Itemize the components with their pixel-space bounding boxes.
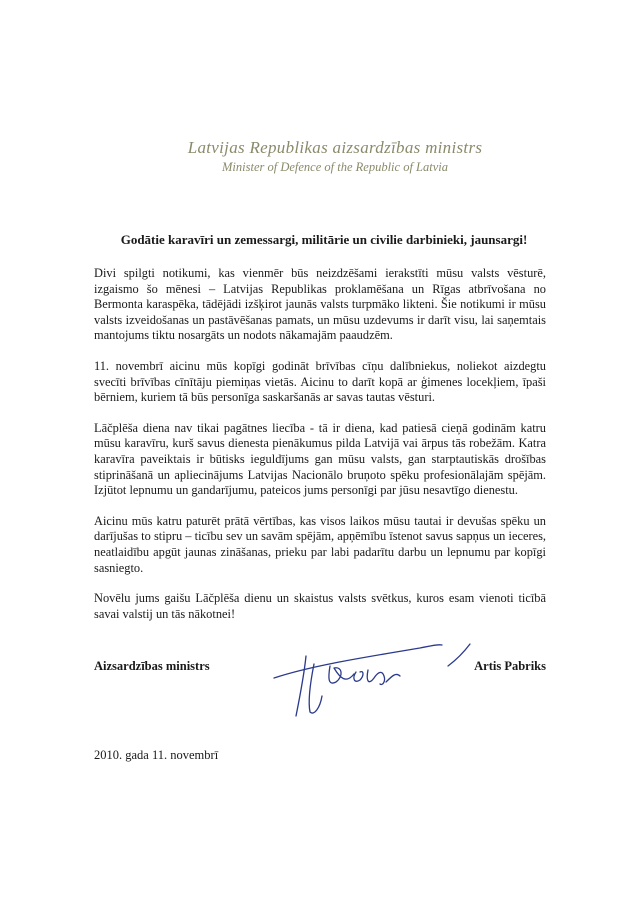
handwritten-signature <box>270 636 490 726</box>
paragraph: 11. novembrī aicinu mūs kopīgi godināt brīvības cīņu dalībniekus, noliekot aizdegtu svecīti brīvības cīnītāju piemiņas vietās. Aicinu to darīt kopā ar ģimenes locekļiem, īpaši bērniem, kuriem tā būs personīga saskaršanās ar savas tautas vēsturi. <box>94 358 546 405</box>
letter-date: 2010. gada 11. novembrī <box>94 748 219 762</box>
salutation: Godātie karavīri un zemessargi, militārie un civilie darbinieki, jaunsargi! <box>120 232 528 247</box>
signatory-role: Aizsardzības ministrs <box>94 659 210 673</box>
signature-block <box>94 636 546 726</box>
signatory-name: Artis Pabriks <box>474 659 546 673</box>
paragraph: Lāčplēša diena nav tikai pagātnes liecība - tā ir diena, kad patiesā cieņā godinām katru mūsu karavīru, kurš savus dienesta pienākumus pilda Latvijā vai ārpus tās robežām. Katra karavīra paveiktais ir būtisks ieguldījums gan mūsu valsts, gan starptautiskās drošības stiprināšanā un apliecinājums Latvijas Nacionālo bruņoto spēku profesionālajām spējām. Izjūtot lepnumu un gandarījumu, pateicos jums personīgi par jūsu nesavtīgo dienestu. <box>94 420 546 498</box>
paragraph: Novēlu jums gaišu Lāčplēša dienu un skaistus valsts svētkus, kuros esam vienoti ticībā savai valstij un tās nākotnei! <box>94 591 546 621</box>
letter-body <box>94 266 546 637</box>
paragraph: Aicinu mūs katru paturēt prātā vērtības, kas visos laikos mūsu tautai ir devušas spēku un darījušas to stipru – ticību sev un savām spējām, apņēmību īstenot savus sapņus un ieceres, neatlaidību apgūt jaunas zināšanas, prieku par labi padarītu darbu un lepnumu par kopīgi sasniegto. <box>94 513 546 575</box>
letterhead-title-lv: Latvijas Republikas aizsardzības ministrs <box>187 138 483 157</box>
letterhead-title-en: Minister of Defence of the Republic of Latvia <box>222 160 448 174</box>
paragraph: Divi spilgti notikumi, kas vienmēr būs neizdzēšami ierakstīti mūsu valsts vēsturē, izgaismo šo mēnesi – Latvijas Republikas proklamēšana un Rīgas atbrīvošana no Bermonta karaspēka, tādējādi izšķirot jaunās valsts turpmāko likteni. Šie notikumi ir mūsu valsts izveidošanas un pastāvēšanas pamats, un mūsu uzdevums ir darīt visu, lai saņemtais mantojums tiktu nosargāts un nodots nākamajām paaudzēm. <box>94 266 546 343</box>
letterhead <box>0 138 640 175</box>
